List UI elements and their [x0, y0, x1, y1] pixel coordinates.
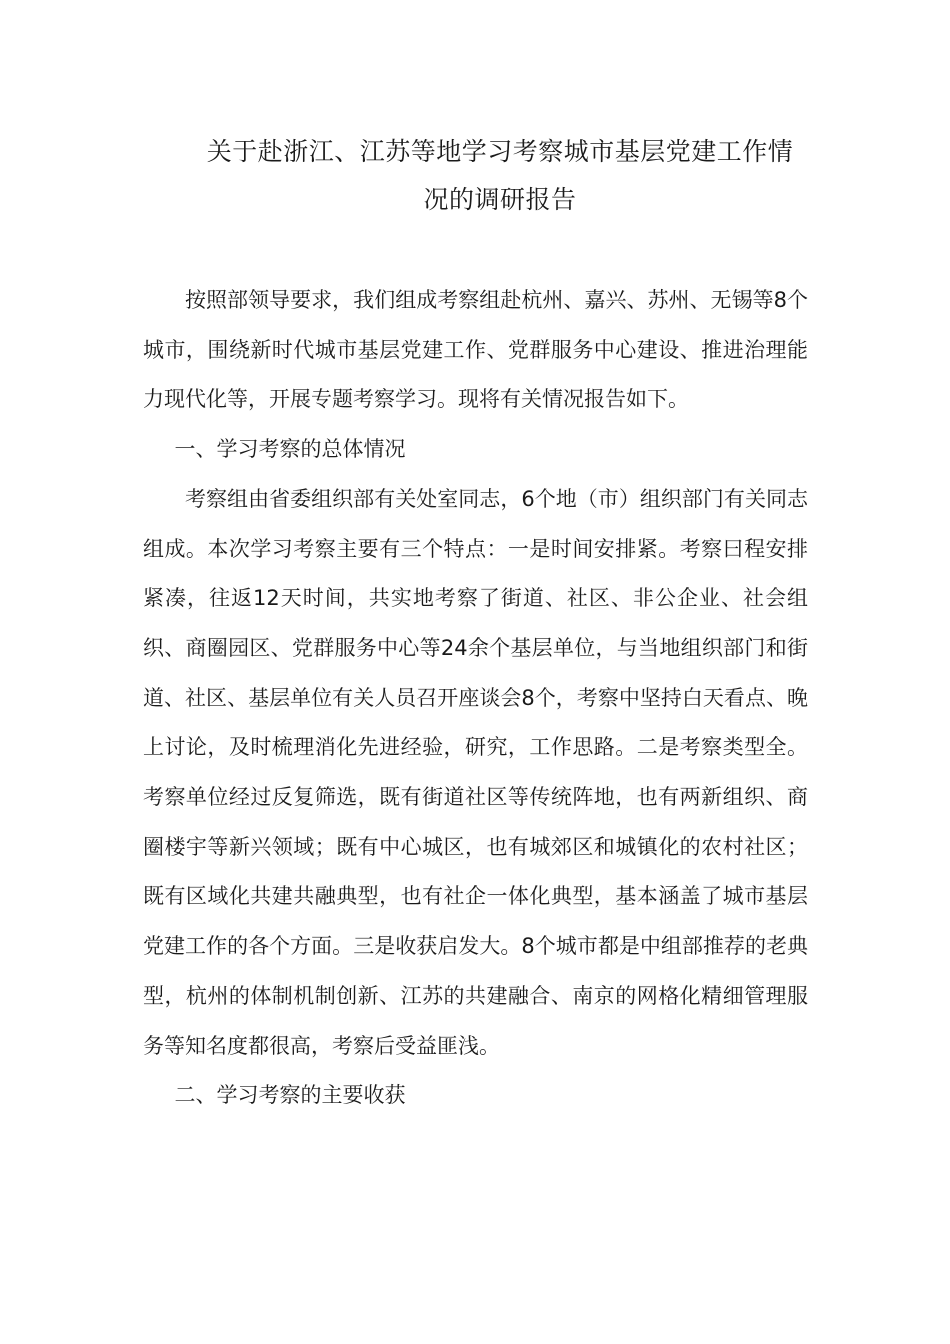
document-title: [150, 128, 850, 224]
title-line-2: 况的调研报告: [423, 185, 577, 214]
section-1-paragraph: 考察组由省委组织部有关处室同志，6个地（市）组织部门有关同志组成。本次学习考察主要有三个特点：一是时间安排紧。考察曰程安排紧凑，往返12天时间，共实地考察了街道、社区、非公企业、社会组织、商圈园区、党群服务中心等24余个基层单位，与当地组织部门和街道、社区、基层单位有关人员召开座谈会8个，考察中坚持白天看点、晚上讨论，及时梳理消化先进经验，研究，工作思路。二是考察类型全。考察单位经过反复筛选，既有街道社区等传统阵地，也有两新组织、商圈楼宇等新兴领域；既有中心城区，也有城郊区和城镇化的农村社区；既有区域化共建共融典型，也有社企一体化典型，基本涵盖了城市基层党建工作的各个方面。三是收获启发大。8个城市都是中组部推荐的老典型，杭州的体制机制创新、江苏的共建融合、南京的网格化精细管理服务等知名度都很高，考察后受益匪浅。: [143, 486, 808, 1058]
section-heading-2: 二、学习考察的主要收获: [174, 1083, 406, 1108]
document-body: [143, 276, 808, 1121]
section-heading-1: 一、学习考察的总体情况: [174, 437, 406, 462]
title-line-1: 关于赴浙江、江苏等地学习考察城市基层党建工作情: [206, 137, 794, 166]
intro-paragraph: 按照部领导要求，我们组成考察组赴杭州、嘉兴、苏州、无锡等8个城市，围绕新时代城市基层党建工作、党群服务中心建设、推进治理能力现代化等，开展专题考察学习。现将有关情况报告如下。: [143, 288, 808, 412]
